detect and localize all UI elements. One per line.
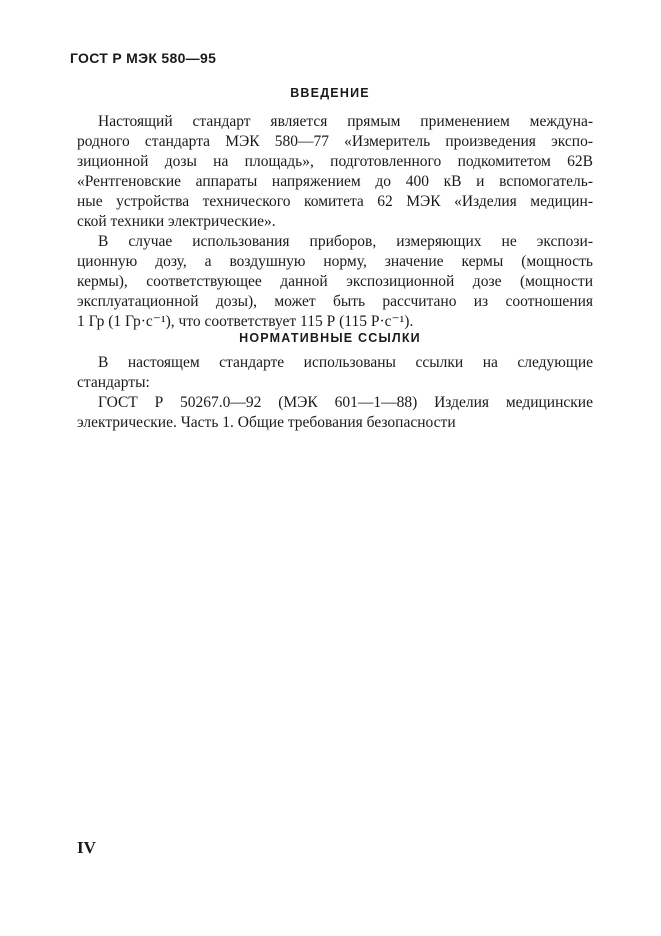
refs-heading: НОРМАТИВНЫЕ ССЫЛКИ [239,331,421,345]
intro-line: ционную дозу, а воздушную норму, значение кермы (мощность [77,253,593,270]
page-number: IV [77,838,96,857]
intro-line: ные устройства технического комитета 62 МЭК «Изделия медицин- [77,193,593,210]
intro-line: «Рентгеновские аппараты напряжением до 400 кВ и вспомогатель- [77,173,593,190]
standard-code-header: ГОСТ Р МЭК 580—95 [70,50,217,66]
intro-line: Настоящий стандарт является прямым применением междуна- [98,113,593,130]
refs-line: электрические. Часть 1. Общие требования безопасности [77,414,456,431]
intro-line: эксплуатационной дозы), может быть рассчитано из соотношения [77,293,593,310]
intro-line: кермы), соответствующее данной экспозиционной дозе (мощности [77,273,593,290]
intro-line: зиционной дозы на площадь», подготовленного подкомитетом 62В [77,153,593,170]
intro-heading: ВВЕДЕНИЕ [290,86,370,100]
intro-line: ской техники электрические». [77,213,276,230]
refs-line: ГОСТ Р 50267.0—92 (МЭК 601—1—88) Изделия медицинские [98,394,593,411]
refs-line: В настоящем стандарте использованы ссылки на следующие [98,354,593,371]
refs-line: стандарты: [77,374,150,391]
intro-line: 1 Гр (1 Гр·с⁻¹), что соответствует 115 Р (115 Р·с⁻¹). [77,313,414,330]
intro-line: родного стандарта МЭК 580—77 «Измеритель произведения экспо- [77,133,593,150]
intro-line: В случае использования приборов, измеряющих не экспози- [98,233,593,250]
